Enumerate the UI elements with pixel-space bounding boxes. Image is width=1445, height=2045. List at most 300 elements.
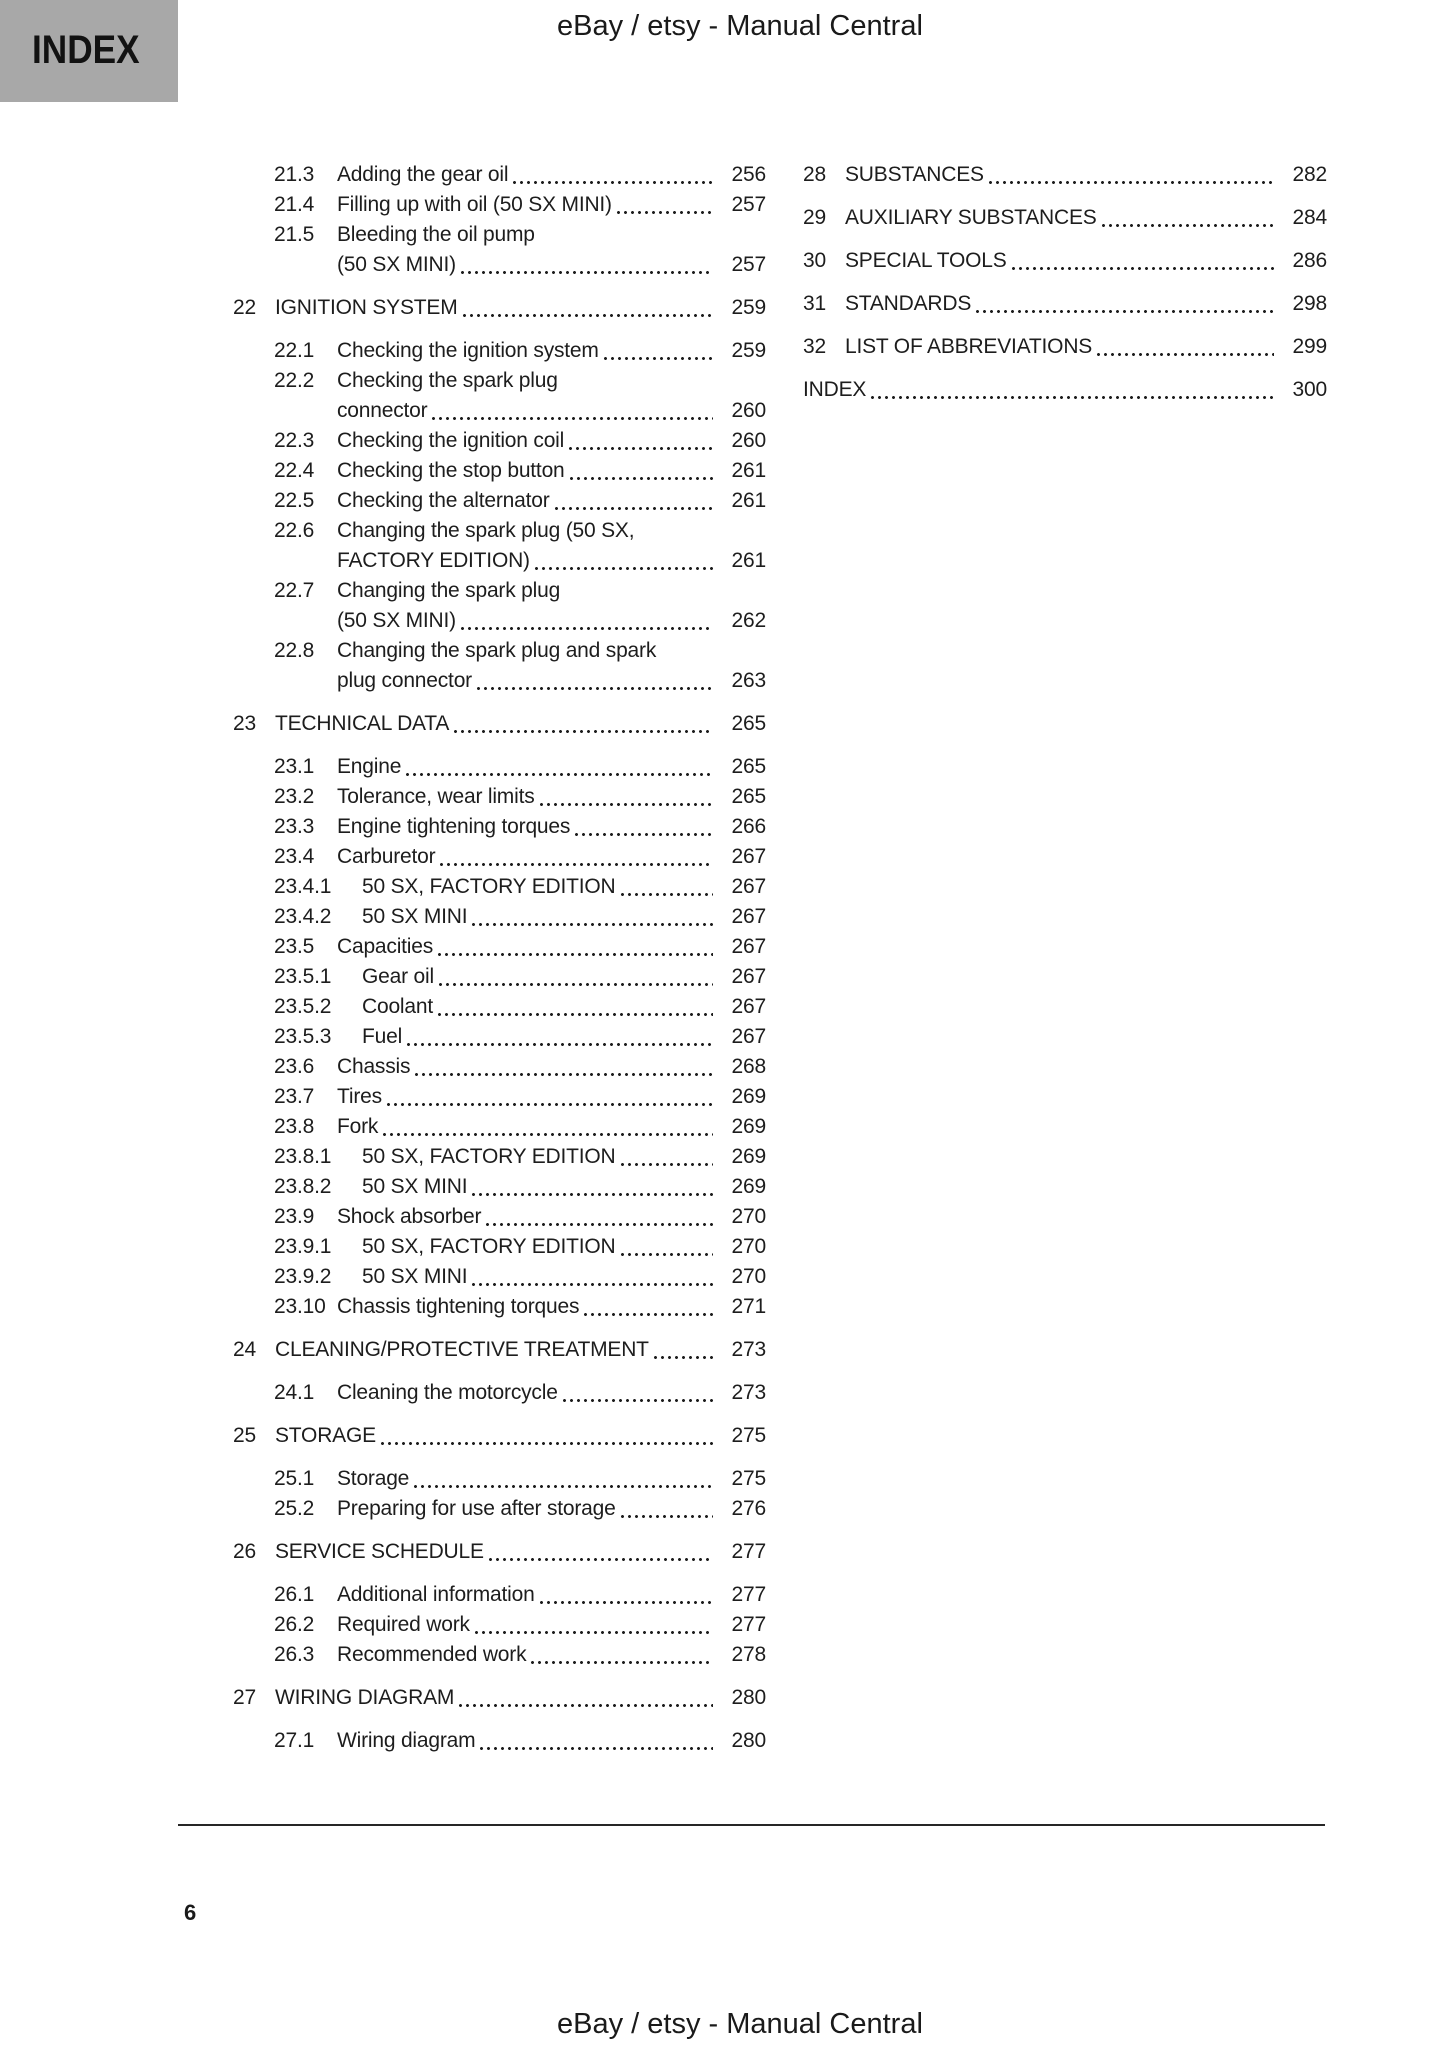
toc-entry <box>233 1172 766 1202</box>
toc-entry-number: 27 <box>233 1686 256 1709</box>
toc-leader-dots <box>1097 353 1274 356</box>
toc-entry-last-line <box>275 1421 766 1451</box>
toc-entry-title: Wiring diagram <box>337 1729 476 1752</box>
toc-entry-page: 257 <box>731 253 766 276</box>
toc-entry-content <box>337 1082 766 1112</box>
toc-entry-title: Tolerance, wear limits <box>337 785 535 808</box>
toc-entry <box>233 1494 766 1524</box>
toc-entry-number: 23.9 <box>274 1205 315 1228</box>
toc-entry-content <box>845 203 1327 233</box>
toc-entry-title: Capacities <box>337 935 434 958</box>
toc-entry-page: 277 <box>731 1583 766 1606</box>
toc-entry-number: 22.6 <box>274 519 315 542</box>
toc-column-right <box>803 160 1327 418</box>
toc-entry-page: 261 <box>731 549 766 572</box>
toc-leader-dots <box>461 627 713 630</box>
toc-entry <box>233 1022 766 1052</box>
toc-leader-dots <box>489 1558 713 1561</box>
toc-entry <box>233 1726 766 1756</box>
toc-entry-content <box>845 246 1327 276</box>
toc-entry-number: 22.7 <box>274 579 315 602</box>
toc-entry <box>233 336 766 366</box>
toc-leader-dots <box>976 310 1274 313</box>
toc-entry-last-line <box>337 1726 766 1756</box>
toc-entry-number: 23.4 <box>274 845 315 868</box>
toc-entry-last-line <box>337 546 766 576</box>
toc-entry-page: 265 <box>731 785 766 808</box>
toc-entry-last-line <box>275 1537 766 1567</box>
toc-entry-last-line <box>362 962 766 992</box>
toc-entry-number: 22.8 <box>274 639 315 662</box>
toc-leader-dots <box>486 1223 713 1226</box>
toc-entry-title: Chassis <box>337 1055 411 1078</box>
toc-entry-page: 271 <box>731 1295 766 1318</box>
toc-entry-page: 268 <box>731 1055 766 1078</box>
toc-entry-title: Carburetor <box>337 845 436 868</box>
toc-entry-last-line <box>337 1202 766 1232</box>
toc-entry-last-line <box>337 456 766 486</box>
toc-entry-number: 23.6 <box>274 1055 315 1078</box>
toc-entry-last-line <box>362 1262 766 1292</box>
toc-entry-page: 273 <box>731 1381 766 1404</box>
toc-entry-content <box>337 1464 766 1494</box>
toc-entry-last-line <box>337 1610 766 1640</box>
toc-entry-content <box>337 782 766 812</box>
toc-entry-number: 24.1 <box>274 1381 315 1404</box>
toc-leader-dots <box>563 1399 713 1402</box>
toc-entry-page: 277 <box>731 1613 766 1636</box>
toc-entry <box>233 220 766 280</box>
toc-entry-last-line <box>362 1172 766 1202</box>
toc-entry <box>233 576 766 636</box>
toc-entry <box>233 1580 766 1610</box>
toc-entry-title: Fuel <box>362 1025 403 1048</box>
toc-entry-page: 259 <box>731 339 766 362</box>
toc-entry-title: Engine tightening torques <box>337 815 571 838</box>
toc-entry-page: 269 <box>731 1175 766 1198</box>
toc-leader-dots <box>475 1631 713 1634</box>
toc-leader-dots <box>569 447 713 450</box>
toc-entry <box>233 752 766 782</box>
header-title: eBay / etsy - Manual Central <box>557 10 923 42</box>
toc-entry-last-line <box>803 375 1327 405</box>
toc-leader-dots <box>440 863 713 866</box>
toc-entry-number: 22.4 <box>274 459 315 482</box>
toc-entry-page: 260 <box>731 399 766 422</box>
toc-entry-page: 267 <box>731 905 766 928</box>
toc-entry-page: 267 <box>731 965 766 988</box>
toc-entry-page: 278 <box>731 1643 766 1666</box>
toc-entry <box>233 456 766 486</box>
toc-leader-dots <box>415 1073 713 1076</box>
toc-entry <box>233 1202 766 1232</box>
toc-entry-title: Required work <box>337 1613 470 1636</box>
toc-entry-title: Checking the ignition coil <box>337 429 565 452</box>
toc-entry-title: (50 SX MINI) <box>337 253 456 276</box>
toc-entry-content <box>337 576 766 636</box>
toc-entry <box>233 1464 766 1494</box>
toc-entry-number: 22 <box>233 296 256 319</box>
toc-entry-number: 23.3 <box>274 815 315 838</box>
toc-entry-page: 280 <box>731 1686 766 1709</box>
toc-entry <box>803 375 1327 405</box>
toc-entry-last-line <box>275 1683 766 1713</box>
page-number: 6 <box>184 1900 197 1925</box>
toc-entry-number: 32 <box>803 335 826 358</box>
toc-entry-page: 275 <box>731 1424 766 1447</box>
toc-entry <box>233 293 766 323</box>
toc-entry-title-line: Changing the spark plug (50 SX, <box>337 519 635 542</box>
toc-entry <box>803 203 1327 233</box>
toc-entry-number: 25 <box>233 1424 256 1447</box>
toc-entry-number: 22.1 <box>274 339 315 362</box>
toc-entry-page: 269 <box>731 1115 766 1138</box>
toc-entry-number: 25.2 <box>274 1497 315 1520</box>
toc-entry-number: 23.5 <box>274 935 315 958</box>
toc-entry <box>233 1112 766 1142</box>
toc-entry-title: IGNITION SYSTEM <box>275 296 458 319</box>
toc-entry-content <box>337 1580 766 1610</box>
toc-entry-page: 267 <box>731 875 766 898</box>
toc-entry-number: 21.4 <box>274 193 315 216</box>
toc-entry <box>233 1082 766 1112</box>
toc-entry-number: 23.8.2 <box>274 1175 332 1198</box>
toc-entry-title: SERVICE SCHEDULE <box>275 1540 484 1563</box>
toc-entry-page: 267 <box>731 845 766 868</box>
toc-entry-content <box>337 1112 766 1142</box>
toc-entry-page: 259 <box>731 296 766 319</box>
toc-entry-number: 23.5.3 <box>274 1025 332 1048</box>
toc-entry-content <box>803 375 1327 405</box>
toc-entry <box>233 1052 766 1082</box>
toc-entry-content <box>337 160 766 190</box>
toc-entry-content <box>337 456 766 486</box>
toc-entry-content <box>337 220 766 280</box>
toc-entry-title: Checking the ignition system <box>337 339 599 362</box>
toc-entry-title: 50 SX MINI <box>362 1265 468 1288</box>
toc-entry-content <box>337 486 766 516</box>
toc-leader-dots <box>472 1283 713 1286</box>
toc-entry-last-line <box>337 1378 766 1408</box>
toc-leader-dots <box>621 893 713 896</box>
toc-entry-title: Storage <box>337 1467 410 1490</box>
toc-entry-content <box>275 1421 766 1451</box>
toc-entry-last-line <box>337 1052 766 1082</box>
toc-entry-number: 23.8.1 <box>274 1145 332 1168</box>
toc-entry-content <box>275 1335 766 1365</box>
toc-entry-content <box>337 842 766 872</box>
toc-entry-content <box>362 1262 766 1292</box>
toc-entry-number: 26.1 <box>274 1583 315 1606</box>
toc-entry-number: 23.4.2 <box>274 905 332 928</box>
toc-leader-dots <box>432 417 713 420</box>
toc-entry-number: 22.2 <box>274 369 315 392</box>
toc-entry-number: 27.1 <box>274 1729 315 1752</box>
toc-entry-last-line <box>337 1640 766 1670</box>
toc-leader-dots <box>414 1485 713 1488</box>
toc-entry <box>233 1421 766 1451</box>
footer-rule <box>178 1824 1325 1826</box>
toc-entry-number: 26.3 <box>274 1643 315 1666</box>
toc-entry <box>233 1292 766 1322</box>
toc-entry <box>233 1640 766 1670</box>
toc-leader-dots <box>381 1442 713 1445</box>
toc-entry-content <box>845 160 1327 190</box>
toc-entry-last-line <box>337 396 766 426</box>
toc-entry-page: 276 <box>731 1497 766 1520</box>
toc-entry-content <box>337 932 766 962</box>
toc-entry-content <box>275 709 766 739</box>
toc-entry-last-line <box>845 203 1327 233</box>
toc-entry-page: 257 <box>731 193 766 216</box>
toc-entry-last-line <box>337 190 766 220</box>
toc-entry <box>233 962 766 992</box>
toc-entry-title: Tires <box>337 1085 382 1108</box>
toc-entry-last-line <box>275 1335 766 1365</box>
toc-leader-dots <box>604 357 713 360</box>
toc-entry-page: 265 <box>731 712 766 735</box>
toc-leader-dots <box>1102 224 1274 227</box>
toc-entry-number: 30 <box>803 249 826 272</box>
toc-entry <box>233 1142 766 1172</box>
toc-entry-title: plug connector <box>337 669 472 692</box>
toc-entry-content <box>362 1172 766 1202</box>
toc-entry-content <box>275 293 766 323</box>
toc-entry <box>233 426 766 456</box>
toc-leader-dots <box>871 396 1274 399</box>
toc-entry-title: 50 SX, FACTORY EDITION <box>362 875 616 898</box>
toc-entry-last-line <box>362 1142 766 1172</box>
toc-entry <box>233 1537 766 1567</box>
toc-entry <box>803 289 1327 319</box>
toc-leader-dots <box>540 803 714 806</box>
toc-entry-last-line <box>337 426 766 456</box>
toc-leader-dots <box>513 181 713 184</box>
toc-leader-dots <box>617 211 713 214</box>
toc-entry <box>233 992 766 1022</box>
toc-entry-content <box>845 332 1327 362</box>
toc-entry <box>233 190 766 220</box>
toc-entry-number: 21.5 <box>274 223 315 246</box>
toc-entry-last-line <box>337 1580 766 1610</box>
toc-leader-dots <box>654 1356 713 1359</box>
toc-entry-page: 262 <box>731 609 766 632</box>
toc-entry-content <box>337 1292 766 1322</box>
toc-entry-number: 23.4.1 <box>274 875 332 898</box>
toc-entry-last-line <box>337 842 766 872</box>
toc-entry-title: Shock absorber <box>337 1205 482 1228</box>
toc-leader-dots <box>535 567 713 570</box>
toc-entry-title-line: Bleeding the oil pump <box>337 223 535 246</box>
toc-entry-title: AUXILIARY SUBSTANCES <box>845 206 1097 229</box>
toc-leader-dots <box>383 1133 713 1136</box>
toc-entry-number: 22.3 <box>274 429 315 452</box>
toc-entry-last-line <box>362 992 766 1022</box>
toc-entry <box>233 1610 766 1640</box>
toc-entry-page: 261 <box>731 489 766 512</box>
toc-entry-page: 263 <box>731 669 766 692</box>
toc-entry-last-line <box>337 160 766 190</box>
toc-entry-title: Additional information <box>337 1583 535 1606</box>
toc-entry-page: 269 <box>731 1145 766 1168</box>
toc-entry-content <box>337 426 766 456</box>
toc-entry-number: 25.1 <box>274 1467 315 1490</box>
toc-leader-dots <box>407 1043 713 1046</box>
toc-entry-number: 31 <box>803 292 826 315</box>
toc-entry-title: Adding the gear oil <box>337 163 509 186</box>
toc-entry-title: STORAGE <box>275 1424 376 1447</box>
toc-leader-dots <box>575 833 713 836</box>
toc-entry <box>233 1262 766 1292</box>
toc-entry-title-line: Changing the spark plug <box>337 579 561 602</box>
toc-entry-number: 23.8 <box>274 1115 315 1138</box>
toc-entry-number: 24 <box>233 1338 256 1361</box>
toc-entry-title: WIRING DIAGRAM <box>275 1686 455 1709</box>
toc-entry-title: (50 SX MINI) <box>337 609 456 632</box>
toc-entry-page: 265 <box>731 755 766 778</box>
toc-entry-title: 50 SX, FACTORY EDITION <box>362 1145 616 1168</box>
toc-entry-last-line <box>337 932 766 962</box>
toc-entry <box>233 1232 766 1262</box>
toc-entry-page: 280 <box>731 1729 766 1752</box>
toc-entry-content <box>337 1202 766 1232</box>
toc-entry-title: Recommended work <box>337 1643 527 1666</box>
toc-entry-content <box>337 1610 766 1640</box>
toc-entry-content <box>337 1726 766 1756</box>
toc-entry-last-line <box>337 606 766 636</box>
toc-entry-number: 21.3 <box>274 163 315 186</box>
toc-entry-last-line <box>845 246 1327 276</box>
toc-entry-content <box>337 812 766 842</box>
toc-entry-title: CLEANING/PROTECTIVE TREATMENT <box>275 1338 649 1361</box>
toc-entry-last-line <box>362 902 766 932</box>
toc-leader-dots <box>531 1661 713 1664</box>
toc-leader-dots <box>989 181 1274 184</box>
toc-leader-dots <box>555 507 713 510</box>
toc-entry-title: SUBSTANCES <box>845 163 984 186</box>
toc-leader-dots <box>621 1163 713 1166</box>
toc-entry-number: 23.9.1 <box>274 1235 332 1258</box>
toc-entry-title: 50 SX MINI <box>362 905 468 928</box>
toc-entry-content <box>337 1052 766 1082</box>
toc-entry-content <box>337 1640 766 1670</box>
toc-entry-title: Checking the stop button <box>337 459 565 482</box>
toc-leader-dots <box>1012 267 1274 270</box>
toc-entry-last-line <box>337 486 766 516</box>
footer-title: eBay / etsy - Manual Central <box>557 2008 923 2040</box>
toc-entry-title-line: Checking the spark plug <box>337 369 558 392</box>
toc-entry-last-line <box>337 812 766 842</box>
toc-entry-last-line <box>362 872 766 902</box>
toc-leader-dots <box>472 923 713 926</box>
toc-entry-page: 298 <box>1292 292 1327 315</box>
toc-leader-dots <box>540 1601 713 1604</box>
toc-entry <box>803 160 1327 190</box>
toc-entry-content <box>362 1142 766 1172</box>
toc-entry-page: 256 <box>731 163 766 186</box>
toc-entry-content <box>362 902 766 932</box>
toc-entry-last-line <box>362 1232 766 1262</box>
toc-entry-page: 273 <box>731 1338 766 1361</box>
toc-entry-title: FACTORY EDITION) <box>337 549 530 572</box>
toc-entry-page: 270 <box>731 1205 766 1228</box>
toc-entry-content <box>337 1378 766 1408</box>
toc-entry-content <box>275 1537 766 1567</box>
toc-entry-title: TECHNICAL DATA <box>275 712 450 735</box>
toc-entry <box>803 246 1327 276</box>
toc-entry-title: connector <box>337 399 428 422</box>
toc-entry-number: 26.2 <box>274 1613 315 1636</box>
toc-entry-title: Fork <box>337 1115 379 1138</box>
toc-entry-content <box>337 190 766 220</box>
toc-entry <box>233 812 766 842</box>
toc-entry <box>803 332 1327 362</box>
toc-entry-number: 23.9.2 <box>274 1265 332 1288</box>
toc-entry-page: 267 <box>731 1025 766 1048</box>
toc-entry-page: 299 <box>1292 335 1327 358</box>
toc-entry-content <box>362 872 766 902</box>
toc-leader-dots <box>463 314 713 317</box>
toc-entry-number: 23.5.1 <box>274 965 332 988</box>
toc-leader-dots <box>480 1747 713 1750</box>
toc-entry <box>233 1683 766 1713</box>
toc-leader-dots <box>454 730 713 733</box>
toc-entry-last-line <box>275 293 766 323</box>
toc-entry-content <box>362 1022 766 1052</box>
toc-entry-last-line <box>337 250 766 280</box>
toc-entry-title: Cleaning the motorcycle <box>337 1381 558 1404</box>
toc-entry-content <box>337 636 766 696</box>
toc-entry-title: INDEX <box>803 378 867 401</box>
toc-entry-number: 23 <box>233 712 256 735</box>
toc-entry-title-line: Changing the spark plug and spark <box>337 639 657 662</box>
toc-entry <box>233 782 766 812</box>
toc-entry-number: 23.7 <box>274 1085 315 1108</box>
toc-entry-number: 23.5.2 <box>274 995 332 1018</box>
toc-entry-content <box>845 289 1327 319</box>
toc-entry-page: 284 <box>1292 206 1327 229</box>
toc-entry-last-line <box>337 782 766 812</box>
toc-entry-content <box>337 516 766 576</box>
toc-entry-title: Gear oil <box>362 965 434 988</box>
toc-leader-dots <box>472 1193 713 1196</box>
toc-entry-content <box>362 992 766 1022</box>
toc-entry <box>233 842 766 872</box>
toc-leader-dots <box>406 773 713 776</box>
toc-entry-page: 275 <box>731 1467 766 1490</box>
toc-leader-dots <box>439 983 713 986</box>
toc-entry-last-line <box>337 1112 766 1142</box>
toc-entry-page: 261 <box>731 459 766 482</box>
toc-entry-page: 269 <box>731 1085 766 1108</box>
toc-entry-last-line <box>337 1494 766 1524</box>
toc-entry-title: SPECIAL TOOLS <box>845 249 1007 272</box>
toc-entry <box>233 932 766 962</box>
toc-entry-title: Checking the alternator <box>337 489 550 512</box>
toc-entry-content <box>362 962 766 992</box>
toc-entry <box>233 1335 766 1365</box>
toc-entry-page: 260 <box>731 429 766 452</box>
toc-leader-dots <box>621 1515 713 1518</box>
toc-entry-title: Engine <box>337 755 402 778</box>
toc-entry <box>233 709 766 739</box>
toc-leader-dots <box>459 1704 713 1707</box>
toc-entry-number: 28 <box>803 163 826 186</box>
toc-entry-title: Filling up with oil (50 SX MINI) <box>337 193 612 216</box>
toc-entry-last-line <box>337 1082 766 1112</box>
toc-entry <box>233 872 766 902</box>
toc-entry-number: 26 <box>233 1540 256 1563</box>
